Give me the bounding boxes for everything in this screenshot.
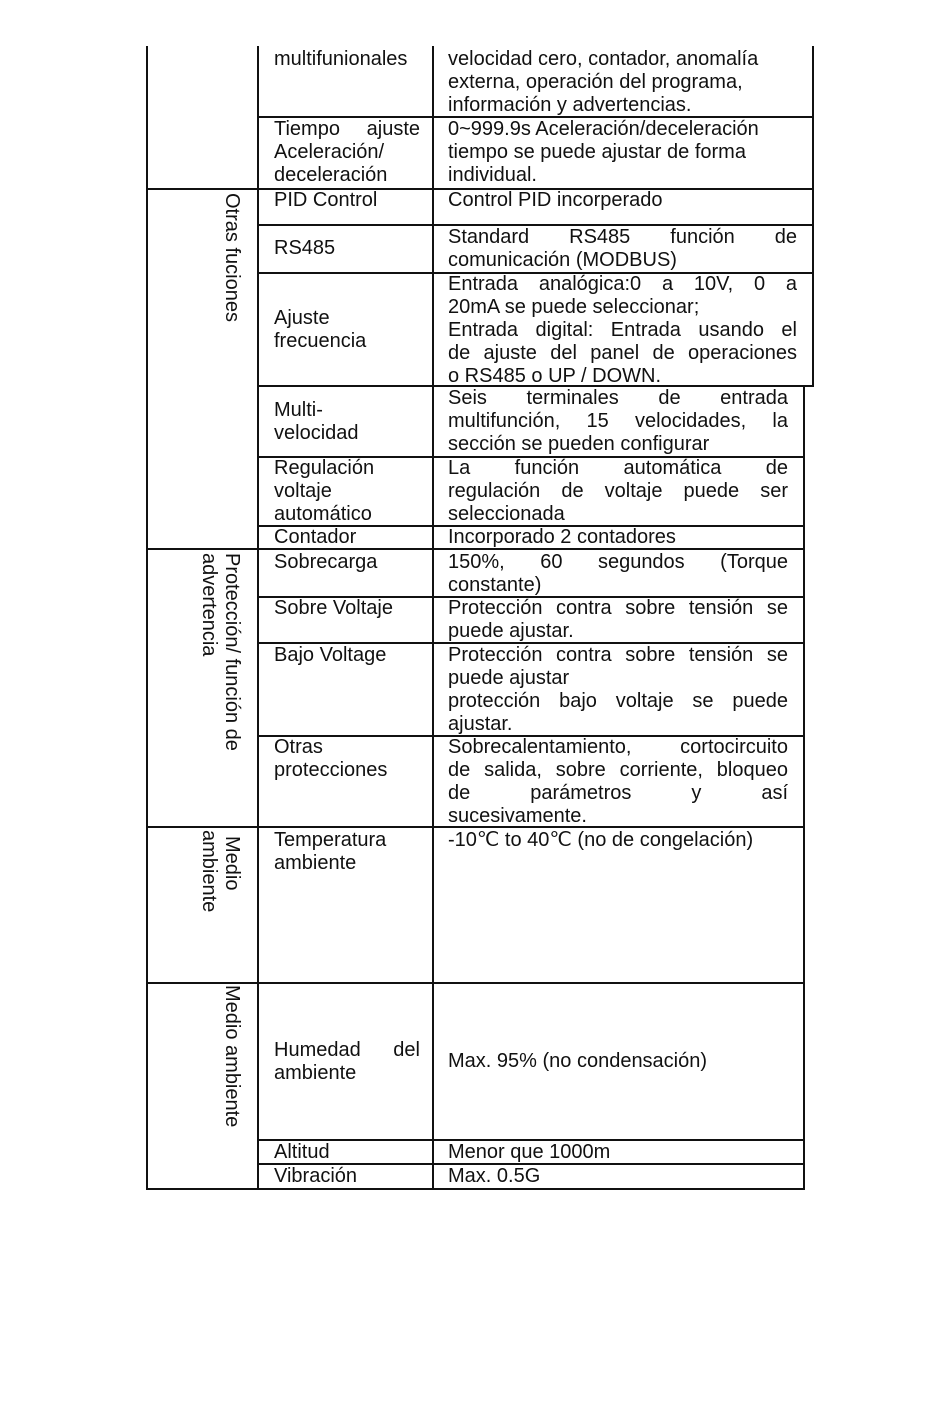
- spec-cell: Protección contra sobre tensión se puede ajustar.: [448, 597, 788, 642]
- group-label-ambiente: ambiente: [198, 830, 220, 913]
- group-label-otras-fuciones: Otras fuciones: [221, 193, 243, 322]
- feature-cell: Temperatura ambiente: [274, 829, 387, 874]
- group-label-proteccion: Protección/ función de: [221, 553, 243, 751]
- spec-cell: 0~999.9s Aceleración/deceleración tiempo se puede ajustar de forma individual.: [448, 118, 759, 186]
- table-border-bottom: [146, 1188, 805, 1190]
- spec-cell: Seis terminales de entrada multifunción, 15 velocidades, la sección se pueden configurar: [448, 387, 788, 455]
- feature-cell: Regulación voltaje automático: [274, 457, 375, 525]
- group-label-advertencia: advertencia: [198, 553, 220, 657]
- group-label-medio-ambiente: Medio ambiente: [221, 985, 243, 1128]
- spec-cell: Standard RS485 función de comunicación (MODBUS): [448, 226, 797, 271]
- feature-cell: Bajo Voltage: [274, 644, 387, 666]
- feature-cell: Ajuste frecuencia: [274, 307, 367, 352]
- spec-cell: Entrada analógica:0 a 10V, 0 a 20mA se puede seleccionar; Entrada digital: Entrada usando el de ajuste del panel de operaciones o RS485 o UP / DOWN.: [448, 273, 797, 387]
- table-divider-group: [257, 46, 259, 1190]
- feature-cell: Otras protecciones: [274, 736, 388, 781]
- spec-cell: Control PID incorperado: [448, 189, 663, 211]
- table-border-left: [146, 46, 148, 1190]
- table-divider-feature: [432, 46, 434, 1190]
- feature-cell: Sobrecarga: [274, 551, 378, 573]
- group-label-medio: Medio: [221, 836, 243, 891]
- feature-cell: RS485: [274, 237, 336, 259]
- feature-cell: Humedad del ambiente: [274, 1039, 420, 1084]
- feature-cell: Altitud: [274, 1141, 330, 1163]
- feature-cell: Sobre Voltaje: [274, 597, 393, 619]
- feature-cell: multifunionales: [274, 48, 408, 70]
- spec-cell: -10℃ to 40℃ (no de congelación): [448, 829, 754, 851]
- feature-cell: PID Control: [274, 189, 378, 211]
- spec-cell: 150%, 60 segundos (Torque constante): [448, 551, 788, 596]
- spec-cell: Sobrecalentamiento, cortocircuito de salida, sobre corriente, bloqueo de parámetros y así sucesivamente.: [448, 736, 788, 827]
- spec-cell: Menor que 1000m: [448, 1141, 611, 1163]
- spec-cell: velocidad cero, contador, anomalía externa, operación del programa, información y advertencias.: [448, 48, 759, 116]
- spec-cell: Protección contra sobre tensión se puede ajustar protección bajo voltaje se puede ajustar.: [448, 644, 788, 735]
- feature-cell: Vibración: [274, 1165, 358, 1187]
- group-line-medio2-top: [146, 982, 805, 984]
- feature-cell: Multi- velocidad: [274, 399, 359, 444]
- spec-cell: Max. 95% (no condensación): [448, 1050, 708, 1072]
- spec-cell: Incorporado 2 contadores: [448, 526, 676, 548]
- table-border-right-bottom: [803, 386, 805, 1190]
- spec-cell: Max. 0.5G: [448, 1165, 541, 1187]
- spec-cell: La función automática de regulación de voltaje puede ser seleccionada: [448, 457, 788, 525]
- table-border-right-top: [812, 46, 814, 386]
- feature-cell: Tiempo ajuste Aceleración/ deceleración: [274, 118, 420, 186]
- feature-cell: Contador: [274, 526, 357, 548]
